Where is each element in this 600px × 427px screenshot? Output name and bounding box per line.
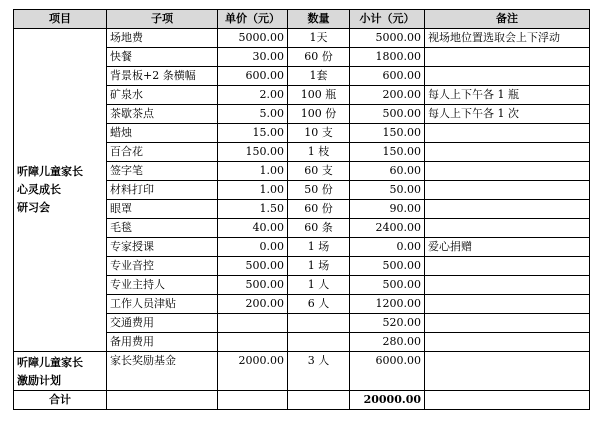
cell-remark: 爱心捐赠 — [425, 238, 590, 257]
cell-unit-price: 30.00 — [218, 48, 288, 67]
cell-remark: 每人上下午各 1 瓶 — [425, 86, 590, 105]
cell-remark — [425, 124, 590, 143]
cell-quantity: 6 人 — [288, 295, 350, 314]
cell-quantity: 100 瓶 — [288, 86, 350, 105]
budget-body — [14, 29, 590, 391]
budget-table — [13, 9, 590, 410]
cell-sub-item: 背景板+2 条横幅 — [107, 67, 218, 86]
header-unit-price: 单价（元） — [218, 10, 288, 29]
cell-sub-item: 百合花 — [107, 143, 218, 162]
cell-subtotal: 280.00 — [350, 333, 425, 352]
cell-subtotal: 600.00 — [350, 67, 425, 86]
cell-remark — [425, 48, 590, 67]
cell-sub-item: 快餐 — [107, 48, 218, 67]
cell-unit-price: 5.00 — [218, 105, 288, 124]
cell-quantity: 1天 — [288, 29, 350, 48]
total-label: 合计 — [14, 391, 107, 410]
cell-subtotal: 2400.00 — [350, 219, 425, 238]
budget-sheet — [13, 9, 590, 410]
project-group-name-line: 心灵成长 — [17, 183, 61, 196]
header-subtotal: 小计（元） — [350, 10, 425, 29]
cell-remark — [425, 181, 590, 200]
project-group-name — [14, 352, 107, 391]
cell-unit-price: 500.00 — [218, 257, 288, 276]
cell-remark — [425, 352, 590, 391]
cell-quantity: 100 份 — [288, 105, 350, 124]
cell-quantity: 3 人 — [288, 352, 350, 391]
cell-quantity — [288, 314, 350, 333]
cell-sub-item: 签字笔 — [107, 162, 218, 181]
project-group-name-line: 激励计划 — [17, 374, 61, 387]
cell-unit-price: 1.50 — [218, 200, 288, 219]
cell-remark — [425, 162, 590, 181]
cell-remark — [425, 143, 590, 162]
cell-unit-price: 0.00 — [218, 238, 288, 257]
cell-subtotal: 500.00 — [350, 257, 425, 276]
cell-sub-item: 备用费用 — [107, 333, 218, 352]
cell-remark — [425, 333, 590, 352]
cell-subtotal: 500.00 — [350, 276, 425, 295]
cell-quantity: 60 份 — [288, 200, 350, 219]
cell-sub-item: 矿泉水 — [107, 86, 218, 105]
cell-remark — [425, 200, 590, 219]
cell-subtotal: 1800.00 — [350, 48, 425, 67]
cell-unit-price: 500.00 — [218, 276, 288, 295]
cell-subtotal: 520.00 — [350, 314, 425, 333]
cell-quantity: 60 条 — [288, 219, 350, 238]
cell-subtotal: 5000.00 — [350, 29, 425, 48]
cell-sub-item: 工作人员津贴 — [107, 295, 218, 314]
total-value: 20000.00 — [350, 391, 425, 410]
cell-remark — [425, 67, 590, 86]
cell-remark — [425, 314, 590, 333]
cell-sub-item: 交通费用 — [107, 314, 218, 333]
total-empty-cell — [425, 391, 590, 410]
total-empty-cell — [288, 391, 350, 410]
cell-subtotal: 150.00 — [350, 143, 425, 162]
cell-subtotal: 150.00 — [350, 124, 425, 143]
cell-unit-price: 600.00 — [218, 67, 288, 86]
cell-quantity: 1 场 — [288, 238, 350, 257]
cell-subtotal: 1200.00 — [350, 295, 425, 314]
cell-unit-price: 1.00 — [218, 162, 288, 181]
project-group-name — [14, 29, 107, 352]
cell-sub-item: 专业音控 — [107, 257, 218, 276]
cell-quantity: 50 份 — [288, 181, 350, 200]
cell-quantity: 10 支 — [288, 124, 350, 143]
header-remark: 备注 — [425, 10, 590, 29]
cell-sub-item: 专家授课 — [107, 238, 218, 257]
cell-remark — [425, 295, 590, 314]
cell-unit-price: 200.00 — [218, 295, 288, 314]
cell-unit-price: 150.00 — [218, 143, 288, 162]
cell-remark: 视场地位置选取会上下浮动 — [425, 29, 590, 48]
cell-unit-price: 15.00 — [218, 124, 288, 143]
cell-quantity: 60 份 — [288, 48, 350, 67]
cell-sub-item: 茶歇茶点 — [107, 105, 218, 124]
cell-subtotal: 90.00 — [350, 200, 425, 219]
cell-unit-price: 1.00 — [218, 181, 288, 200]
cell-sub-item: 材料打印 — [107, 181, 218, 200]
cell-remark — [425, 257, 590, 276]
header-row — [14, 10, 590, 29]
total-empty-cell — [218, 391, 288, 410]
cell-sub-item: 毛毯 — [107, 219, 218, 238]
cell-unit-price: 5000.00 — [218, 29, 288, 48]
cell-quantity: 60 支 — [288, 162, 350, 181]
header-project: 项目 — [14, 10, 107, 29]
cell-remark — [425, 219, 590, 238]
cell-sub-item: 蜡烛 — [107, 124, 218, 143]
cell-quantity: 1 枝 — [288, 143, 350, 162]
cell-unit-price: 2.00 — [218, 86, 288, 105]
cell-quantity: 1 人 — [288, 276, 350, 295]
cell-unit-price: 40.00 — [218, 219, 288, 238]
cell-sub-item: 眼罩 — [107, 200, 218, 219]
cell-quantity — [288, 333, 350, 352]
project-group-name-line: 听障儿童家长 — [17, 165, 83, 178]
cell-sub-item: 场地费 — [107, 29, 218, 48]
cell-quantity: 1套 — [288, 67, 350, 86]
table-row — [14, 352, 590, 391]
cell-unit-price — [218, 333, 288, 352]
cell-unit-price: 2000.00 — [218, 352, 288, 391]
cell-sub-item: 专业主持人 — [107, 276, 218, 295]
cell-sub-item: 家长奖励基金 — [107, 352, 218, 391]
header-sub-item: 子项 — [107, 10, 218, 29]
table-row — [14, 29, 590, 48]
cell-subtotal: 50.00 — [350, 181, 425, 200]
total-row — [14, 391, 590, 410]
cell-subtotal: 60.00 — [350, 162, 425, 181]
header-quantity: 数量 — [288, 10, 350, 29]
cell-subtotal: 6000.00 — [350, 352, 425, 391]
project-group-name-line: 听障儿童家长 — [17, 356, 83, 369]
cell-subtotal: 0.00 — [350, 238, 425, 257]
total-empty-cell — [107, 391, 218, 410]
cell-subtotal: 200.00 — [350, 86, 425, 105]
project-group-name-line: 研习会 — [17, 201, 50, 214]
cell-quantity: 1 场 — [288, 257, 350, 276]
cell-unit-price — [218, 314, 288, 333]
cell-subtotal: 500.00 — [350, 105, 425, 124]
cell-remark: 每人上下午各 1 次 — [425, 105, 590, 124]
cell-remark — [425, 276, 590, 295]
